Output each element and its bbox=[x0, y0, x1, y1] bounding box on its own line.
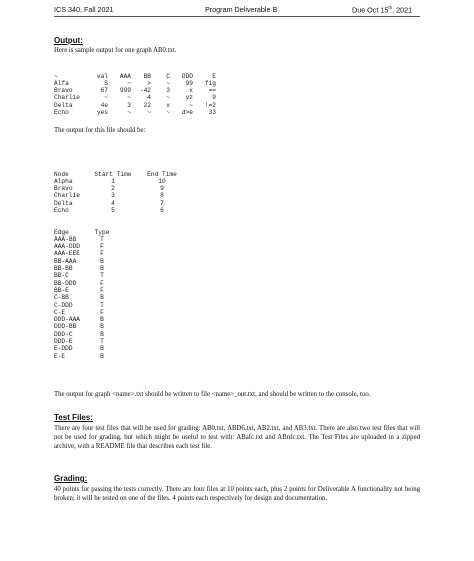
table-cell: E-E bbox=[54, 352, 66, 360]
table-cell: yz bbox=[185, 94, 193, 102]
edge-row bbox=[54, 331, 110, 338]
table-cell: AAA-BB bbox=[54, 235, 77, 243]
table-cell: ~ bbox=[147, 109, 151, 117]
column-header: Node bbox=[54, 170, 69, 178]
course-label: ICS 340, Fall 2021 bbox=[54, 5, 114, 14]
table-cell: C-BB bbox=[54, 294, 69, 302]
table-cell: F bbox=[100, 243, 104, 251]
table-cell: B bbox=[100, 345, 104, 353]
header-rule bbox=[54, 16, 420, 17]
table-cell: Echo bbox=[54, 109, 69, 117]
table-cell: 99 bbox=[185, 79, 193, 87]
result-intro: The output for this file should be: bbox=[54, 127, 146, 134]
table-cell: 3 bbox=[111, 192, 115, 200]
edge-row bbox=[54, 287, 110, 294]
table-cell: Delta bbox=[54, 199, 73, 207]
table-cell: ~ bbox=[166, 109, 170, 117]
column-header: Start Time bbox=[94, 170, 132, 178]
table-cell: x bbox=[166, 101, 170, 109]
due-date bbox=[352, 5, 412, 14]
output-heading: Output: bbox=[54, 36, 83, 45]
table-cell: B bbox=[100, 352, 104, 360]
table-cell: ~ bbox=[127, 79, 131, 87]
due-date-suffix: , 2021 bbox=[392, 5, 413, 15]
table-cell: Bravo bbox=[54, 87, 73, 95]
table-cell: F bbox=[100, 308, 104, 316]
grading-heading: Grading: bbox=[54, 474, 88, 483]
column-header: AAA bbox=[119, 72, 131, 80]
table-cell: yes bbox=[96, 109, 108, 117]
column-header: DDD bbox=[181, 72, 193, 80]
graph-row bbox=[54, 80, 216, 87]
edge-row bbox=[54, 353, 110, 360]
edge-row bbox=[54, 236, 110, 243]
table-cell: BB-C bbox=[54, 272, 69, 280]
table-cell: fig bbox=[204, 79, 216, 87]
column-header: End Time bbox=[147, 170, 177, 178]
table-cell: Charlie bbox=[54, 94, 80, 102]
table-cell: 9 bbox=[160, 185, 164, 193]
column-header: BB bbox=[143, 72, 151, 80]
table-cell: Delta bbox=[54, 101, 73, 109]
table-cell: B bbox=[100, 316, 104, 324]
document-title: Program Deliverable B bbox=[205, 5, 278, 14]
edge-row bbox=[54, 316, 110, 323]
table-cell: E-DDD bbox=[54, 345, 73, 353]
table-cell: 22 bbox=[143, 101, 151, 109]
table-cell: ~ bbox=[127, 109, 131, 117]
edge-row bbox=[54, 323, 110, 330]
table-cell: B bbox=[100, 257, 104, 265]
output-intro-text: Here is sample output for one graph AB0.txt. bbox=[54, 47, 177, 54]
node-table-block bbox=[54, 156, 192, 222]
table-cell: DDD-C bbox=[54, 330, 73, 338]
table-cell: F bbox=[100, 279, 104, 287]
edge-row-header bbox=[54, 229, 110, 236]
edge-row bbox=[54, 280, 110, 287]
output-file-note: The output for graph <name>.txt should be written to file <name>_out.txt, and should be written to the console, too. bbox=[54, 391, 371, 398]
table-cell: Alfa bbox=[54, 79, 69, 87]
table-cell: B bbox=[100, 294, 104, 302]
table-cell: ~ bbox=[189, 101, 193, 109]
table-cell: ~ bbox=[166, 94, 170, 102]
table-cell: T bbox=[100, 301, 104, 309]
node-row bbox=[54, 178, 192, 185]
table-cell: DDD-BB bbox=[54, 323, 77, 331]
column-header: E bbox=[212, 72, 216, 80]
edge-row bbox=[54, 309, 110, 316]
table-cell: 7 bbox=[160, 199, 164, 207]
table-cell: x bbox=[189, 87, 193, 95]
table-cell: ~ bbox=[104, 94, 108, 102]
table-cell: 999 bbox=[119, 87, 131, 95]
table-cell: T bbox=[100, 272, 104, 280]
table-cell: -42 bbox=[139, 87, 151, 95]
node-time-table bbox=[54, 171, 192, 215]
table-cell: BB-E bbox=[54, 286, 69, 294]
node-row bbox=[54, 185, 192, 192]
table-cell: AAA-EEE bbox=[54, 250, 80, 258]
table-cell: 4 bbox=[147, 94, 151, 102]
column-header: Type bbox=[94, 228, 110, 236]
graph-row bbox=[54, 102, 216, 109]
graph-table bbox=[54, 73, 216, 117]
table-cell: 6 bbox=[160, 207, 164, 215]
table-cell: 67 bbox=[100, 87, 108, 95]
column-header: val bbox=[96, 72, 108, 80]
table-cell: Bravo bbox=[54, 185, 73, 193]
edge-table-block bbox=[54, 214, 110, 367]
column-header: C bbox=[166, 72, 170, 80]
table-cell: DDD-E bbox=[54, 338, 73, 346]
grading-text: 40 points for passing the tests correctly. There are four files at 10 points each, plus 2 points for Deliverable A functionality not being broken; it will be tested on one of the files. 4 points each respectively for design and documentation. bbox=[54, 486, 420, 502]
graph-row bbox=[54, 87, 216, 94]
edge-row bbox=[54, 265, 110, 272]
table-cell: 2 bbox=[111, 185, 115, 193]
table-cell: DDD-AAA bbox=[54, 316, 80, 324]
table-cell: T bbox=[100, 235, 104, 243]
node-row-header bbox=[54, 171, 192, 178]
table-cell: !=2 bbox=[204, 101, 216, 109]
node-row bbox=[54, 200, 192, 207]
table-cell: Charlie bbox=[54, 192, 80, 200]
graph-row bbox=[54, 109, 216, 116]
table-cell: B bbox=[100, 330, 104, 338]
edge-row bbox=[54, 338, 110, 345]
edge-row bbox=[54, 272, 110, 279]
table-cell: C-DDD bbox=[54, 301, 73, 309]
test-files-heading: Test Files: bbox=[54, 413, 93, 422]
column-header: Edge bbox=[54, 228, 69, 236]
table-cell: Alpha bbox=[54, 177, 73, 185]
table-cell: d>e bbox=[181, 109, 193, 117]
table-cell: 4e bbox=[100, 101, 108, 109]
table-cell: S bbox=[104, 79, 108, 87]
table-cell: 9 bbox=[212, 94, 216, 102]
edge-row bbox=[54, 250, 110, 257]
test-files-text: There are four test files that will be used for grading: AB0.txt, ABD6.txt, AB2.txt, and AB3.txt. There are also two test files that will not be used for grading, but which might be useful to test with: ABafc.txt and ABnfc.txt. The Test Files are uploaded in a zipped archive, with a README file that describes each test file. bbox=[54, 425, 420, 450]
table-cell: > bbox=[147, 79, 151, 87]
graph-row bbox=[54, 94, 216, 101]
table-cell: == bbox=[208, 87, 216, 95]
table-cell: ~ bbox=[127, 94, 131, 102]
column-header: ~ bbox=[54, 72, 58, 80]
table-cell: 8 bbox=[160, 192, 164, 200]
table-cell: BB-BB bbox=[54, 265, 73, 273]
table-cell: 3 bbox=[127, 101, 131, 109]
edge-row bbox=[54, 302, 110, 309]
table-cell: BB-DDD bbox=[54, 279, 77, 287]
graph-row-header bbox=[54, 73, 216, 80]
table-cell: 4 bbox=[111, 199, 115, 207]
table-cell: B bbox=[100, 265, 104, 273]
edge-row bbox=[54, 258, 110, 265]
due-date-sup: th bbox=[388, 5, 393, 10]
table-cell: 5 bbox=[111, 207, 115, 215]
node-row bbox=[54, 192, 192, 199]
table-cell: 3 bbox=[166, 87, 170, 95]
table-cell: ~ bbox=[166, 79, 170, 87]
table-cell: F bbox=[100, 250, 104, 258]
due-date-prefix: Due Oct 15 bbox=[352, 5, 389, 15]
table-cell: 33 bbox=[208, 109, 216, 117]
edge-row bbox=[54, 243, 110, 250]
edge-row bbox=[54, 345, 110, 352]
table-cell: F bbox=[100, 286, 104, 294]
table-cell: BB-AAA bbox=[54, 257, 77, 265]
graph-table-block bbox=[54, 58, 216, 124]
table-cell: Echo bbox=[54, 207, 69, 215]
table-cell: B bbox=[100, 323, 104, 331]
table-cell: 1 bbox=[111, 177, 115, 185]
table-cell: AAA-DDD bbox=[54, 243, 80, 251]
output-intro bbox=[54, 46, 420, 55]
edge-row bbox=[54, 294, 110, 301]
edge-type-table bbox=[54, 229, 110, 360]
table-cell: C-E bbox=[54, 308, 66, 316]
table-cell: T bbox=[100, 338, 104, 346]
table-cell: 10 bbox=[158, 177, 166, 185]
